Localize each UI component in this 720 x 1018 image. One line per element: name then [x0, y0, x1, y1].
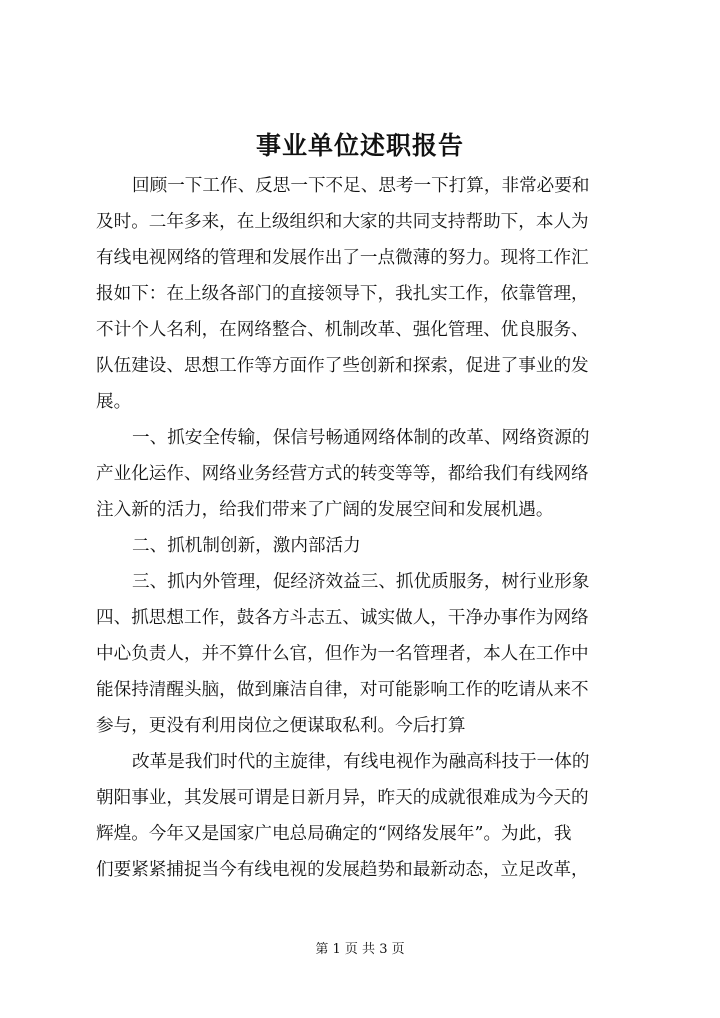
- text-line: 参与，更没有利用岗位之便谋取私利。今后打算: [96, 716, 466, 736]
- text-line: 有线电视网络的管理和发展作出了一点微薄的努力。现将工作汇: [96, 248, 589, 268]
- document-title: 事业单位述职报告: [255, 131, 464, 160]
- text-line: 展。: [96, 392, 132, 412]
- text-line: 改革是我们时代的主旋律，有线电视作为融高科技于一体的: [132, 752, 590, 772]
- text-line: 产业化运作、网络业务经营方式的转变等等，都给我们有线网络: [96, 464, 589, 484]
- document-body: [96, 168, 636, 888]
- text-line: 们要紧紧捕捉当今有线电视的发展趋势和最新动态，立足改革，: [96, 860, 589, 880]
- text-line: 朝阳事业，其发展可谓是日新月异，昨天的成就很难成为今天的: [96, 788, 589, 808]
- text-line: 不计个人名利，在网络整合、机制改革、强化管理、优良服务、: [96, 320, 589, 340]
- text-line: 报如下：在上级各部门的直接领导下，我扎实工作，依靠管理，: [96, 284, 589, 304]
- text-line: 中心负责人，并不算什么官，但作为一名管理者，本人在工作中: [96, 644, 589, 664]
- text-line: 注入新的活力，给我们带来了广阔的发展空间和发展机遇。: [96, 500, 554, 520]
- text-line: 能保持清醒头脑，做到廉洁自律，对可能影响工作的吃请从来不: [96, 680, 589, 700]
- text-line: 二、抓机制创新，激内部活力: [132, 536, 361, 556]
- text-line: 回顾一下工作、反思一下不足、思考一下打算，非常必要和: [132, 176, 590, 196]
- text-line: 四、抓思想工作，鼓各方斗志五、诚实做人，干净办事作为网络: [96, 608, 589, 628]
- text-line: 一、抓安全传输，保信号畅通网络体制的改革、网络资源的: [132, 428, 590, 448]
- text-line: 及时。二年多来，在上级组织和大家的共同支持帮助下，本人为: [96, 212, 589, 232]
- text-line: 三、抓内外管理，促经济效益三、抓优质服务，树行业形象: [132, 572, 590, 592]
- text-line: 队伍建设、思想工作等方面作了些创新和探索，促进了事业的发: [96, 356, 589, 376]
- text-line: 辉煌。今年又是国家广电总局确定的“网络发展年”。为此，我: [96, 824, 572, 844]
- page-footer: 第 1 页 共 3 页: [315, 942, 405, 957]
